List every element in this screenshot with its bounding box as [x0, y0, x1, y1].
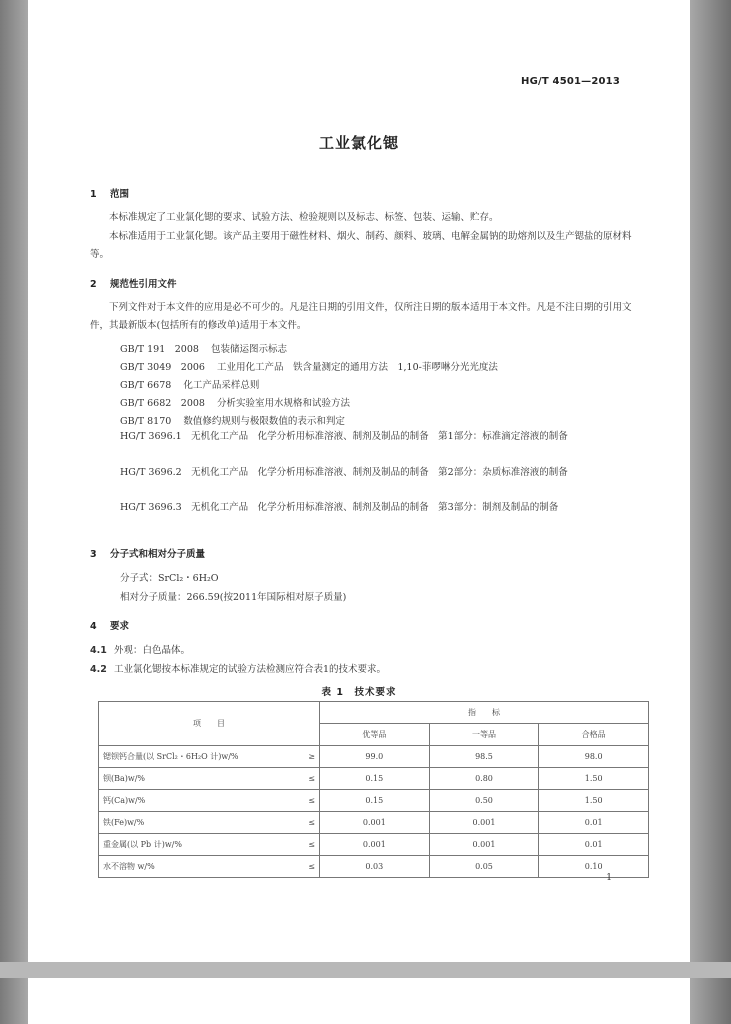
requirements-table [98, 701, 649, 878]
paragraph: 下列文件对于本文件的应用是必不可少的。凡是注日期的引用文件，仅所注日期的版本适用于本文件。凡是不注日期的引用文件，其最新版本(包括所有的修改单)适用于本文件。 [90, 302, 632, 331]
page-title: 工业氯化锶 [318, 134, 399, 152]
row-value: 0.15 [320, 790, 430, 812]
reference-title: 数值修约规则与极限数值的表示和判定 [183, 416, 345, 427]
section-title: 范围 [110, 189, 130, 200]
reference-item: HG/T 3696.1 无机化工产品 化学分析用标准溶液、制剂及制品的制备 第1部分：标准滴定溶液的制备 [120, 431, 568, 442]
page-separator [0, 962, 731, 978]
row-value: 0.001 [320, 834, 430, 856]
row-item: 钡(Ba)w/% [99, 768, 294, 790]
table-row [99, 834, 649, 856]
section-number: 4 [90, 621, 97, 632]
row-item: 铁(Fe)w/% [99, 812, 294, 834]
reference-item [120, 413, 345, 427]
next-page [28, 978, 690, 1024]
reference-title: 工业用化工产品 铁含量测定的通用方法 1,10-菲啰啉分光光度法 [216, 362, 498, 373]
paragraph: 本标准规定了工业氯化锶的要求、试验方法、检验规则以及标志、标签、包装、运输、贮存。 [109, 212, 499, 223]
row-operator: ≤ [293, 790, 320, 812]
document-id: HG/T 4501—2013 [521, 76, 620, 87]
table-row [99, 856, 649, 878]
section-heading-1 [90, 186, 129, 200]
table-row [99, 746, 649, 768]
row-value: 0.01 [539, 812, 649, 834]
table-caption: 表 1 技术要求 [321, 687, 397, 698]
header-item: 项 目 [99, 702, 320, 746]
subsection-text: 工业氯化锶按本标准规定的试验方法检测应符合表1的技术要求。 [114, 664, 387, 675]
reference-title: 化工产品采样总则 [183, 380, 260, 391]
reference-title: 包装储运图示标志 [210, 344, 287, 355]
subsection-4-1 [90, 642, 190, 656]
section-heading-2 [90, 276, 177, 290]
row-value: 98.0 [539, 746, 649, 768]
row-item: 水不溶物 w/% [99, 856, 294, 878]
page-number: 1 [606, 873, 612, 883]
section-heading-3 [90, 546, 205, 560]
subsection-text: 外观：白色晶体。 [114, 645, 191, 656]
section-title: 规范性引用文件 [110, 279, 177, 290]
row-value: 0.10 [539, 856, 649, 878]
reference-item: HG/T 3696.2 无机化工产品 化学分析用标准溶液、制剂及制品的制备 第2部分：杂质标准溶液的制备 [120, 467, 568, 478]
row-operator: ≤ [293, 856, 320, 878]
row-value: 1.50 [539, 790, 649, 812]
subsection-number: 4.1 [90, 645, 107, 656]
table-row [99, 768, 649, 790]
viewer-background-left [0, 0, 28, 1024]
row-value: 0.01 [539, 834, 649, 856]
section-heading-4 [90, 618, 129, 632]
table-row [99, 790, 649, 812]
row-value: 0.03 [320, 856, 430, 878]
reference-item [120, 341, 287, 355]
reference-item [120, 377, 259, 391]
section-title: 要求 [110, 621, 130, 632]
row-item: 钙(Ca)w/% [99, 790, 294, 812]
reference-code: GB/T 6678 [120, 380, 172, 391]
row-value: 0.001 [320, 812, 430, 834]
row-value: 0.15 [320, 768, 430, 790]
grade-superior: 优等品 [320, 724, 430, 746]
subsection-4-2 [90, 661, 386, 675]
row-value: 1.50 [539, 768, 649, 790]
row-value: 99.0 [320, 746, 430, 768]
molecular-mass: 相对分子质量：266.59(按2011年国际相对原子质量) [120, 592, 347, 603]
reference-title: 分析实验室用水规格和试验方法 [216, 398, 350, 409]
grade-qualified: 合格品 [539, 724, 649, 746]
header-index: 指 标 [320, 702, 649, 724]
reference-item [120, 395, 350, 409]
row-operator: ≤ [293, 768, 320, 790]
table-header-row [99, 702, 649, 724]
reference-item [120, 359, 498, 373]
grade-first: 一等品 [429, 724, 539, 746]
table-row [99, 812, 649, 834]
reference-code: GB/T 191 2008 [120, 344, 199, 355]
viewer-background-right [690, 0, 731, 1024]
paragraph: 本标准适用于工业氯化锶。该产品主要用于磁性材料、烟火、制药、颜料、玻璃、电解金属钠的助熔剂以及生产锶盐的原材料等。 [90, 231, 632, 260]
row-value: 0.05 [429, 856, 539, 878]
row-value: 0.001 [429, 812, 539, 834]
reference-item: HG/T 3696.3 无机化工产品 化学分析用标准溶液、制剂及制品的制备 第3部分：制剂及制品的制备 [120, 502, 559, 513]
row-value: 0.001 [429, 834, 539, 856]
reference-code: GB/T 8170 [120, 416, 172, 427]
section-number: 3 [90, 549, 97, 560]
document-page [28, 0, 690, 962]
row-operator: ≤ [293, 834, 320, 856]
row-operator: ≤ [293, 812, 320, 834]
subsection-number: 4.2 [90, 664, 107, 675]
section-number: 2 [90, 279, 97, 290]
section-number: 1 [90, 189, 97, 200]
molecular-formula: 分子式：SrCl₂・6H₂O [120, 573, 219, 584]
row-item: 重金属(以 Pb 计)w/% [99, 834, 294, 856]
row-value: 98.5 [429, 746, 539, 768]
row-value: 0.80 [429, 768, 539, 790]
row-item: 锶钡钙合量(以 SrCl₂・6H₂O 计)w/% [99, 746, 294, 768]
section-title: 分子式和相对分子质量 [110, 549, 206, 560]
reference-code: GB/T 3049 2006 [120, 362, 205, 373]
row-operator: ≥ [293, 746, 320, 768]
reference-code: GB/T 6682 2008 [120, 398, 205, 409]
row-value: 0.50 [429, 790, 539, 812]
